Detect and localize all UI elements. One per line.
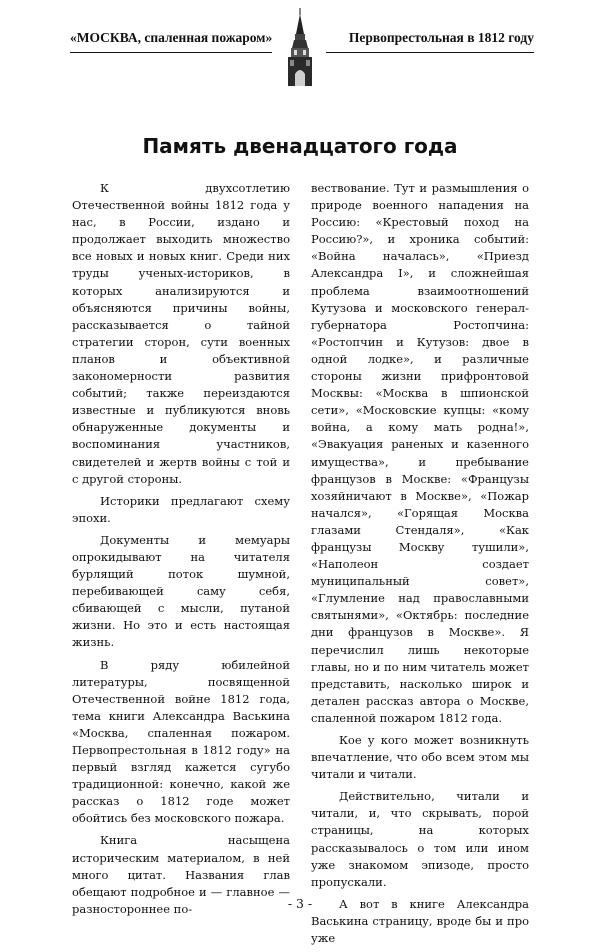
chapter-title: Память двенадцатого года	[142, 134, 458, 158]
paragraph: Документы и мемуары опрокидывают на читателя бурлящий поток шумной, перебивающей саму себя, сбивающей с мысли, путаной жизни. Но это и есть настоящая жизнь.	[72, 532, 290, 650]
right-column	[311, 180, 529, 952]
paragraph: Кое у кого может возникнуть впечатление, что обо всем этом мы читали и читали.	[311, 733, 529, 782]
header-rule-left	[70, 52, 272, 53]
page-number: - 3 -	[287, 896, 313, 911]
running-header-right: Первопрестольная в 1812 году	[348, 30, 534, 45]
running-header-left: «МОСКВА, спаленная пожаром»	[70, 30, 273, 45]
paragraph: Историки предлагают схему эпохи.	[72, 493, 290, 525]
paragraph: К двухсотлетию Отечественной войны 1812 года у нас, в России, издано и продолжает выходить множество все новых и новых книг. Среди них труды ученых-историков, в которых анализируются и объясняются причины войны, рассказывается о тайной стратегии сторон, сути военных планов и объективной закономерности развития событий; также переиздаются известные и публикуются вновь обнаруженные документы и воспоминания участников, свидетелей и жертв войны с той и с другой стороны.	[72, 181, 290, 486]
paragraph: Книга насыщена историческим материалом, в ней много цитат. Названия глав обещают подробное и — главное — разностороннее по-	[72, 833, 290, 916]
kremlin-tower-icon	[282, 8, 318, 86]
header-rule-right	[326, 52, 534, 53]
paragraph: В ряду юбилейной литературы, посвященной Отечественной войне 1812 года, тема книги Александра Васькина «Москва, спаленная пожаром. Первопрестольная в 1812 году» на первый взгляд кажется сугубо традиционной: конечно, какой же рассказ о 1812 годе может обойтись без московского пожара.	[72, 657, 290, 826]
paragraph: вествование. Тут и размышления о природе военного нападения на Россию: «Крестовый поход на Россию?», и хроника событий: «Война началась», «Приезд Александра I», и сложнейшая проблема взаимоотношений Кутузова и московского генерал-губернатора Ростопчина: «Ростопчин и Кутузов: двое в одной лодке», и различные стороны жизни прифронтовой Москвы: «Москва в шпионской сети», «Московские купцы: «кому война, а кому мать родна!», «Эвакуация раненых и казенного имущества», и пребывание французов в Москве: «Французы хозяйничают в Москве», «Пожар начался», «Горящая Москва глазами Стендаля», «Как французы Москву тушили», «Наполеон создает муниципальный совет», «Глумление над православными святынями», «Октябрь: последние дни французов в Москве». Я перечислил лишь некоторые главы, но и по ним читатель может представить, насколько широк и детален рассказ автора о Москве, спаленной пожаром 1812 года.	[311, 181, 529, 725]
left-column	[72, 180, 290, 923]
paragraph: А вот в книге Александра Васькина страницу, вроде бы и про уже	[311, 896, 529, 946]
paragraph: Действительно, читали и читали, и, что скрывать, порой страницы, на которых рассказывалось о том или ином уже знакомом эпизоде, просто пропускали.	[311, 789, 529, 889]
